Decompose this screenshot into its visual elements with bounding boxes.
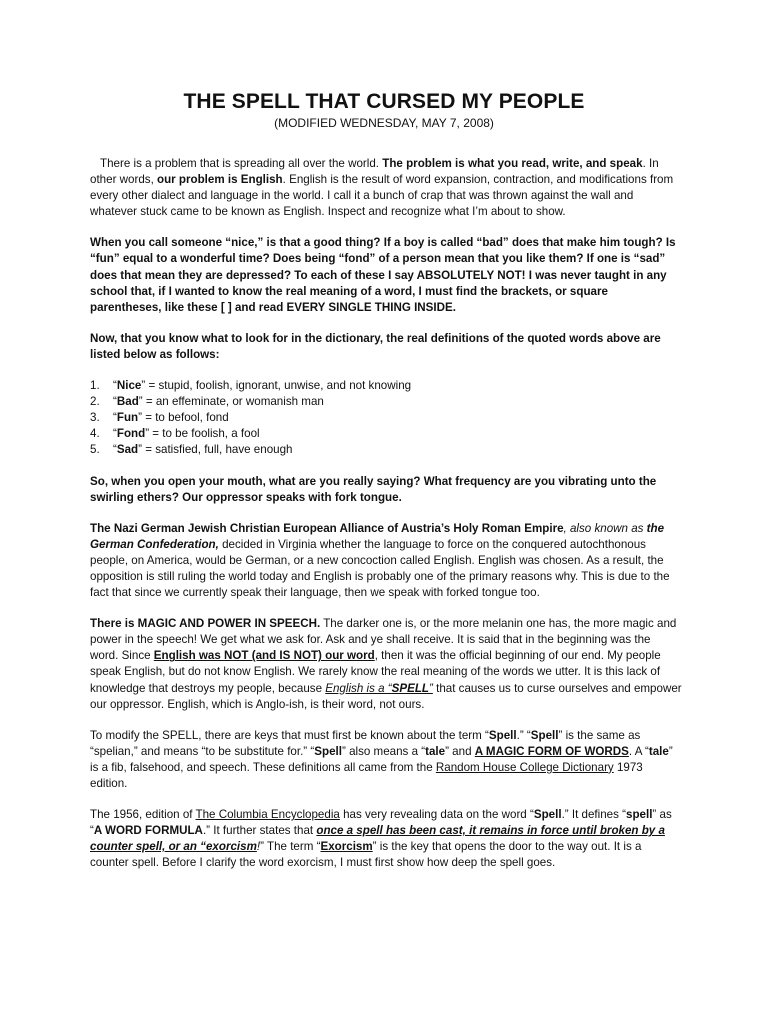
list-definition: ” = stupid, foolish, ignorant, unwise, and not knowing bbox=[141, 379, 412, 393]
p6-text-d: , then it was the official beginning of our end. My people speak English, but do not know English. We rarely know the real meaning of the words we utter. It is this lack of knowledge that destroys my people, because bbox=[90, 649, 661, 695]
list-item bbox=[90, 426, 682, 442]
p7-text-e: ” is the same as “spelian,” and means “to be substitute for.” “ bbox=[90, 728, 641, 758]
list-text bbox=[113, 426, 260, 442]
list-item bbox=[90, 394, 682, 410]
p1-text-e: . English is the result of word expansion, contraction, and modifications from every other dialect and language in the world. I call it a bunch of crap that was thrown against the wall and whatever stuck came to be known as English. Inspect and recognize what I’m about to show. bbox=[90, 173, 674, 219]
p5-bold-italic-confederation: the German Confederation, bbox=[90, 521, 665, 551]
list-text bbox=[113, 410, 229, 426]
p7-bold-spell: Spell bbox=[530, 728, 559, 742]
paragraph-1 bbox=[90, 156, 682, 220]
open-quote: “ bbox=[113, 395, 117, 409]
p7-underline-dictionary: Random House College Dictionary bbox=[435, 760, 614, 774]
p7-bold-underline-magic: A MAGIC FORM OF WORDS bbox=[474, 744, 629, 758]
list-word: Sad bbox=[116, 443, 139, 457]
p8-bold-underline-exorcism: Exorcism bbox=[320, 840, 373, 854]
p8-text-g: ” as “ bbox=[90, 808, 672, 838]
p8-bold-spell: spell bbox=[626, 808, 653, 822]
p7-text-k: . A “ bbox=[628, 744, 649, 758]
list-definition: ” = satisfied, full, have enough bbox=[138, 443, 293, 457]
paragraph-5 bbox=[90, 521, 682, 601]
document-subtitle: (MODIFIED WEDNESDAY, MAY 7, 2008) bbox=[274, 116, 494, 130]
document-title: THE SPELL THAT CURSED MY PEOPLE bbox=[183, 90, 585, 113]
list-number: 3. bbox=[90, 411, 100, 425]
paragraph-8 bbox=[90, 807, 682, 871]
list-word: Nice bbox=[116, 379, 142, 393]
list-text bbox=[113, 378, 411, 394]
open-quote: “ bbox=[113, 379, 117, 393]
p8-text-c: has very revealing data on the word “ bbox=[339, 808, 534, 822]
open-quote: “ bbox=[113, 443, 117, 457]
p1-text-c: . In other words, bbox=[90, 157, 659, 187]
p8-text-e: .” It defines “ bbox=[561, 808, 626, 822]
p6-bold-magic: There is MAGIC AND POWER IN SPEECH. bbox=[90, 617, 321, 631]
p6-text-h: that causes us to curse ourselves and empower our oppressor. English, which is Anglo-ish, is their word, not ours. bbox=[90, 681, 682, 711]
paragraph-4: So, when you open your mouth, what are you really saying? What frequency are you vibrating unto the swirling ethers? Our oppressor speaks with fork tongue. bbox=[90, 474, 657, 504]
list-item bbox=[90, 442, 682, 458]
list-text bbox=[113, 394, 324, 410]
list-word: Bad bbox=[116, 395, 139, 409]
p7-bold-tale: tale bbox=[648, 744, 669, 758]
p5-text-d: decided in Virginia whether the language to force on the conquered autochthonous people, on America, would be German, or a new concoction called English. English was chosen. As a result, the opposition is still ruling the world today and English is probably one of the primary reasons why. This is due to the fact that since we currently speak their language, then we speak with forked tongue too. bbox=[90, 537, 670, 600]
p7-bold-tale: tale bbox=[425, 744, 446, 758]
p8-bold-formula: A WORD FORMULA bbox=[93, 824, 203, 838]
definitions-list bbox=[90, 378, 682, 458]
list-definition: ” = to be foolish, a fool bbox=[145, 427, 260, 441]
list-number: 5. bbox=[90, 443, 100, 457]
list-item bbox=[90, 410, 682, 426]
list-text bbox=[113, 442, 293, 458]
list-word: Fond bbox=[116, 427, 146, 441]
p1-bold-problem: The problem is what you read, write, and speak bbox=[382, 157, 643, 170]
p8-text-a: The 1956, edition of bbox=[90, 808, 196, 822]
list-definition: ” = to befool, fond bbox=[138, 411, 229, 425]
p8-italic-exclaim: ! bbox=[256, 840, 261, 854]
p7-text-g: ” also means a “ bbox=[341, 744, 426, 758]
p8-text-l: ” The term “ bbox=[260, 840, 321, 854]
open-quote: “ bbox=[113, 427, 117, 441]
p8-underline-encyclopedia: The Columbia Encyclopedia bbox=[195, 808, 340, 822]
document-body bbox=[90, 156, 682, 886]
p7-text-a: To modify the SPELL, there are keys that must first be known about the term “ bbox=[90, 728, 489, 742]
open-quote: “ bbox=[113, 411, 117, 425]
paragraph-3: Now, that you know what to look for in the dictionary, the real definitions of the quoted words above are listed below as follows: bbox=[90, 331, 661, 361]
paragraph-6 bbox=[90, 616, 682, 713]
list-number: 4. bbox=[90, 427, 100, 441]
p7-text-c: .” “ bbox=[516, 728, 531, 742]
p7-text-m: ” is a fib, falsehood, and speech. These definitions all came from the bbox=[90, 744, 673, 774]
paragraph-7 bbox=[90, 728, 682, 792]
list-number: 1. bbox=[90, 379, 100, 393]
p7-bold-spell: Spell bbox=[488, 728, 517, 742]
list-word: Fun bbox=[116, 411, 139, 425]
p6-close-quote: ” bbox=[429, 681, 433, 695]
p1-text-a: There is a problem that is spreading all over the world. bbox=[100, 157, 383, 170]
p7-text-o: 1973 edition. bbox=[90, 760, 643, 790]
list-definition: ” = an effeminate, or womanish man bbox=[138, 395, 324, 409]
p7-text-i: ” and bbox=[445, 744, 475, 758]
p6-text-b: The darker one is, or the more melanin one has, the more magic and power in the speech! We get what we ask for. Ask and ye shall receive. It is said that in the beginning was the word. Since bbox=[90, 617, 677, 663]
p6-bold-spell: SPELL bbox=[391, 681, 429, 695]
p7-bold-spell: Spell bbox=[314, 744, 342, 758]
paragraph-2: When you call someone “nice,” is that a good thing? If a boy is called “bad” does that make him tough? Is “fun” equal to a wonderful time? Does being “fond” of a person mean that you like them? If one is “sad” does that mean they are depressed? To each of these I say ABSOLUTELY NOT! I was never taught in any school that, if I wanted to know the real meaning of a word, I must find the brackets, or square parentheses, like these [ ] and read EVERY SINGLE THING INSIDE. bbox=[90, 236, 676, 314]
p5-bold-alliance: The Nazi German Jewish Christian European Alliance of Austria’s Holy Roman Empire bbox=[90, 521, 564, 535]
list-item bbox=[90, 378, 682, 394]
p6-bold-underline-word: English was NOT (and IS NOT) our word bbox=[153, 649, 375, 663]
p8-text-i: .” It further states that bbox=[202, 824, 317, 838]
p5-italic-aka: , also known as bbox=[563, 521, 647, 535]
p8-bold-spell: Spell bbox=[533, 808, 562, 822]
p8-bold-italic-underline-quote: once a spell has been cast, it remains in force until broken by a counter spell, or an “exorcism bbox=[90, 824, 665, 854]
p6-italic-underline-english: English is a “ bbox=[325, 681, 392, 695]
p1-bold-english: our problem is English bbox=[157, 173, 283, 187]
list-number: 2. bbox=[90, 395, 100, 409]
p8-text-n: ” is the key that opens the door to the way out. It is a counter spell. Before I clarify the word exorcism, I must first show how deep the spell goes. bbox=[90, 840, 642, 870]
